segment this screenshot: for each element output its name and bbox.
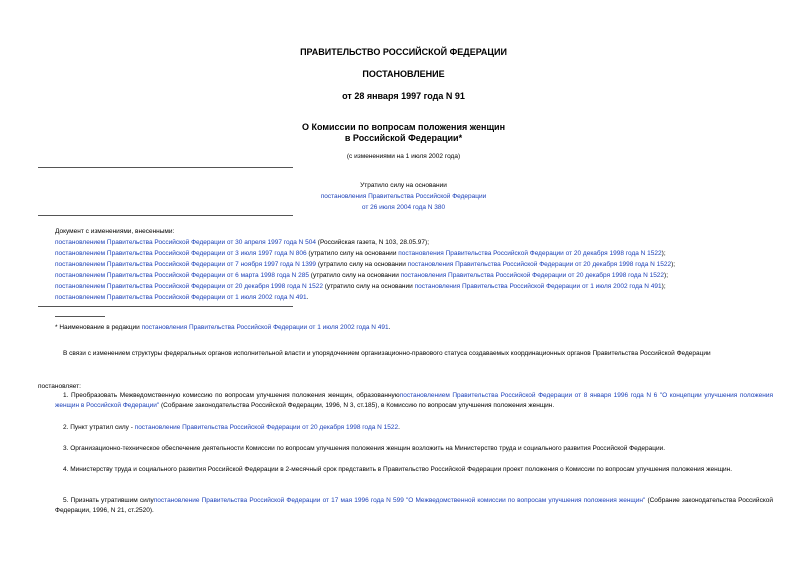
changes-note: (с изменениями на 1 июля 2002 года): [346, 153, 461, 160]
amendment-item: [55, 292, 308, 303]
decides-label: постановляет:: [38, 383, 81, 390]
amendment-link[interactable]: постановлением Правительства Российской Федерации от 30 апреля 1997 года N 504: [55, 239, 316, 246]
amendment-tail: );: [661, 283, 666, 290]
document-title-line1: О Комиссии по вопросам положения женщин: [301, 122, 506, 132]
divider: [38, 215, 293, 216]
amendment-tail: );: [671, 261, 676, 268]
paragraph-5-text-end: (Собрание законодательства Российской Федерации, 1996, N 21, ст.2520).: [55, 497, 773, 514]
amendments-intro: Документ с изменениями, внесенными:: [55, 228, 175, 235]
document-type: ПОСТАНОВЛЕНИЕ: [362, 69, 445, 79]
amendment-repeal-link[interactable]: постановления Правительства Российской Федерации от 1 июля 2002 года N 491: [414, 283, 662, 290]
lost-force-link-line2[interactable]: постановления Правительства Российской Федерации: [320, 193, 487, 200]
document-title-line2: в Российской Федерации*: [344, 133, 463, 143]
amendment-repeal-link[interactable]: постановления Правительства Российской Федерации от 20 декабря 1998 года N 1522: [400, 272, 665, 279]
paragraph-1-link[interactable]: постановлением Правительства Российской Федерации от 8 января 1996 года N 6 "О концепции улучшения положения женщин в Российской Федерации": [55, 392, 774, 409]
footnote-suffix: .: [388, 324, 391, 331]
amendment-text: (утратило силу на основании: [316, 261, 408, 268]
lost-force-link-line3[interactable]: от 26 июля 2004 года N 380: [361, 204, 446, 211]
footnote-link[interactable]: постановления Правительства Российской Федерации от 1 июля 2002 года N 491: [141, 324, 389, 331]
amendment-tail: );: [661, 250, 666, 257]
paragraph-5: [55, 496, 773, 516]
paragraph-5-link[interactable]: постановление Правительства Российской Федерации от 17 мая 1996 года N 599 "О Межведомственной комиссии по вопросам улучшения положения женщин": [153, 497, 646, 504]
amendment-tail: );: [664, 272, 669, 279]
preamble-paragraph: В связи с изменением структуры федеральных органов исполнительной власти и упорядочением организационно-правового статуса создаваемых координационных органов Правительства Российской Федерации: [63, 350, 711, 357]
amendment-link[interactable]: постановлением Правительства Российской Федерации от 7 ноября 1997 года N 1399: [55, 261, 317, 268]
amendment-item: [55, 281, 666, 292]
amendment-text: (утратило силу на основании: [322, 283, 415, 290]
paragraph-2-text: 2. Пункт утратил силу -: [63, 424, 135, 431]
amendment-repeal-link[interactable]: постановления Правительства Российской Федерации от 20 декабря 1998 года N 1522: [407, 261, 672, 268]
document-date: от 28 января 1997 года N 91: [342, 91, 465, 101]
amendment-link[interactable]: постановлением Правительства Российской Федерации от 3 июля 1997 года N 806: [55, 250, 307, 257]
amendment-item: [55, 248, 666, 259]
paragraph-4: 4. Министерству труда и социального развития Российской Федерации в 2-месячный срок представить в Правительство Российской Федерации проект положения о Комиссии по вопросам улучшения положения женщин.: [63, 466, 733, 473]
paragraph-1-text-end: (Собрание законодательства Российской Федерации, 1996, N 3, ст.185), в Комиссию по вопросам улучшения положения женщин.: [159, 402, 555, 409]
paragraph-1: [55, 391, 773, 411]
paragraph-1-text: 1. Преобразовать Межведомственную комиссию по вопросам улучшения положения женщин, образованную: [63, 392, 400, 399]
amendment-text: (утратило силу на основании: [306, 250, 399, 257]
amendment-repeal-link[interactable]: постановления Правительства Российской Федерации от 20 декабря 1998 года N 1522: [398, 250, 662, 257]
amendment-link[interactable]: постановлением Правительства Российской Федерации от 20 декабря 1998 года N 1522: [55, 283, 323, 290]
amendment-text: .: [306, 294, 309, 301]
paragraph-2: [55, 423, 773, 433]
amendment-text: (Российская газета, N 103, 28.05.97);: [316, 239, 430, 246]
amendment-item: [55, 237, 429, 248]
amendment-link[interactable]: постановлением Правительства Российской Федерации от 1 июля 2002 года N 491: [55, 294, 307, 301]
government-heading: ПРАВИТЕЛЬСТВО РОССИЙСКОЙ ФЕДЕРАЦИИ: [300, 47, 507, 57]
amendment-item: [55, 270, 668, 281]
paragraph-2-text-end: .: [398, 424, 400, 431]
footnote-divider: [55, 316, 105, 317]
paragraph-5-text: 5. Признать утратившим силу: [63, 497, 154, 504]
amendment-text: (утратило силу на основании: [309, 272, 401, 279]
divider: [38, 306, 293, 307]
paragraph-3: 3. Организационно-техническое обеспечение деятельности Комиссии по вопросам улучшения положения женщин возложить на Министерство труда и социального развития Российской Федерации.: [63, 445, 666, 452]
amendment-item: [55, 259, 675, 270]
divider: [38, 167, 293, 168]
footnote: [55, 322, 390, 333]
lost-force-line1: Утратило силу на основании: [360, 182, 447, 189]
footnote-prefix: * Наименование в редакции: [55, 324, 142, 331]
amendment-link[interactable]: постановлением Правительства Российской Федерации от 6 марта 1998 года N 285: [55, 272, 309, 279]
paragraph-2-link[interactable]: постановление Правительства Российской Федерации от 20 декабря 1998 года N 1522: [134, 424, 399, 431]
